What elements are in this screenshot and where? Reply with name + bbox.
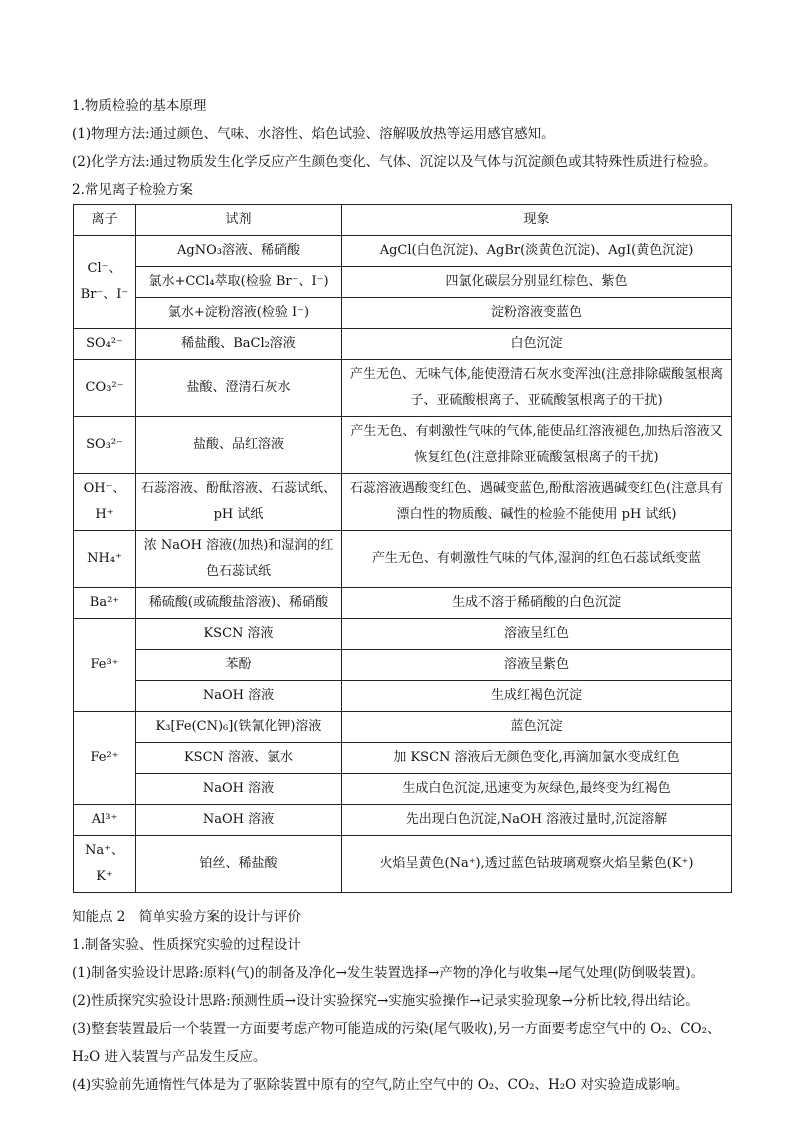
table-row	[74, 417, 732, 474]
reagent-cell: 氯水+淀粉溶液(检验 I⁻)	[136, 298, 342, 329]
reagent-cell: 稀硫酸(或硫酸盐溶液)、稀硝酸	[136, 588, 342, 619]
reagent-cell: 稀盐酸、BaCl₂溶液	[136, 329, 342, 360]
reagent-cell: 氯水+CCl₄萃取(检验 Br⁻、I⁻)	[136, 267, 342, 298]
phenomenon-cell: 四氯化碳层分别显红棕色、紫色	[342, 267, 732, 298]
ion-cell: SO₃²⁻	[74, 417, 136, 474]
phenomenon-cell: 溶液呈紫色	[342, 650, 732, 681]
table-row	[74, 298, 732, 329]
table-row	[74, 360, 732, 417]
reagent-cell: 盐酸、澄清石灰水	[136, 360, 342, 417]
table-row	[74, 236, 732, 267]
ion-cell: Al³⁺	[74, 805, 136, 836]
paragraph-physical-method: (1)物理方法:通过颜色、气味、水溶性、焰色试验、溶解吸放热等运用感官感知。	[72, 126, 555, 142]
phenomenon-cell: 石蕊溶液遇酸变红色、遇碱变蓝色,酚酞溶液遇碱变红色(注意具有漂白性的物质酸、碱性的检验不能使用 pH 试纸)	[342, 474, 732, 531]
phenomenon-cell: 生成白色沉淀,迅速变为灰绿色,最终变为红褐色	[342, 774, 732, 805]
paragraph-tail-device: (3)整套装置最后一个装置一方面要考虑产物可能造成的污染(尾气吸收),另一方面要考虑空气中的 O₂、CO₂、H₂O 进入装置与产品发生反应。	[72, 1021, 721, 1065]
paragraph-chemical-method: (2)化学方法:通过物质发生化学反应产生颜色变化、气体、沉淀以及气体与沉淀颜色或其特殊性质进行检验。	[72, 154, 717, 170]
reagent-cell: NaOH 溶液	[136, 681, 342, 712]
ion-cell: OH⁻、H⁺	[74, 474, 136, 531]
reagent-cell: 苯酚	[136, 650, 342, 681]
phenomenon-cell: 产生无色、无味气体,能使澄清石灰水变浑浊(注意排除碳酸氢根离子、亚硫酸根离子、亚硫酸氢根离子的干扰)	[342, 360, 732, 417]
heading-ion-test-scheme: 2.常见离子检验方案	[72, 182, 193, 198]
table-row	[74, 329, 732, 360]
table-header-row	[74, 205, 732, 236]
phenomenon-cell: 产生无色、有刺激性气味的气体,湿润的红色石蕊试纸变蓝	[342, 531, 732, 588]
table-row	[74, 836, 732, 893]
phenomenon-cell: 白色沉淀	[342, 329, 732, 360]
header-reagent: 试剂	[136, 205, 342, 236]
ion-test-table	[73, 204, 732, 893]
reagent-cell: 石蕊溶液、酚酞溶液、石蕊试纸、pH 试纸	[136, 474, 342, 531]
table-row	[74, 712, 732, 743]
reagent-cell: K₃[Fe(CN)₆](铁氰化钾)溶液	[136, 712, 342, 743]
paragraph-inert-gas: (4)实验前先通惰性气体是为了驱除装置中原有的空气,防止空气中的 O₂、CO₂、H₂O 对实验造成影响。	[72, 1077, 689, 1093]
phenomenon-cell: 淀粉溶液变蓝色	[342, 298, 732, 329]
reagent-cell: KSCN 溶液	[136, 619, 342, 650]
reagent-cell: KSCN 溶液、氯水	[136, 743, 342, 774]
table-row	[74, 474, 732, 531]
table-row	[74, 681, 732, 712]
phenomenon-cell: 火焰呈黄色(Na⁺),透过蓝色钴玻璃观察火焰呈紫色(K⁺)	[342, 836, 732, 893]
ion-cell: Ba²⁺	[74, 588, 136, 619]
phenomenon-cell: 生成不溶于稀硝酸的白色沉淀	[342, 588, 732, 619]
reagent-cell: NaOH 溶液	[136, 774, 342, 805]
phenomenon-cell: 生成红褐色沉淀	[342, 681, 732, 712]
reagent-cell: 盐酸、品红溶液	[136, 417, 342, 474]
document-page	[72, 92, 732, 1099]
reagent-cell: 铂丝、稀盐酸	[136, 836, 342, 893]
phenomenon-cell: 先出现白色沉淀,NaOH 溶液过量时,沉淀溶解	[342, 805, 732, 836]
header-ion: 离子	[74, 205, 136, 236]
reagent-cell: AgNO₃溶液、稀硝酸	[136, 236, 342, 267]
phenomenon-cell: AgCl(白色沉淀)、AgBr(淡黄色沉淀)、AgI(黄色沉淀)	[342, 236, 732, 267]
reagent-cell: NaOH 溶液	[136, 805, 342, 836]
ion-cell: Cl⁻、Br⁻、I⁻	[74, 236, 136, 329]
table-row	[74, 774, 732, 805]
phenomenon-cell: 加 KSCN 溶液后无颜色变化,再滴加氯水变成红色	[342, 743, 732, 774]
section-title: 知能点 2 简单实验方案的设计与评价	[72, 909, 301, 925]
ion-cell: Na⁺、K⁺	[74, 836, 136, 893]
paragraph-preparation: (1)制备实验设计思路:原料(气)的制备及净化→发生装置选择→产物的净化与收集→尾气处理(防倒吸装置)。	[72, 965, 705, 981]
ion-cell: CO₃²⁻	[74, 360, 136, 417]
heading-process-design: 1.制备实验、性质探究实验的过程设计	[72, 937, 301, 953]
table-row	[74, 588, 732, 619]
ion-cell: SO₄²⁻	[74, 329, 136, 360]
ion-cell: Fe²⁺	[74, 712, 136, 805]
ion-cell: NH₄⁺	[74, 531, 136, 588]
table-row	[74, 267, 732, 298]
phenomenon-cell: 溶液呈红色	[342, 619, 732, 650]
reagent-cell: 浓 NaOH 溶液(加热)和湿润的红色石蕊试纸	[136, 531, 342, 588]
heading-basic-principle: 1.物质检验的基本原理	[72, 98, 207, 114]
table-row	[74, 743, 732, 774]
phenomenon-cell: 产生无色、有刺激性气味的气体,能使品红溶液褪色,加热后溶液又恢复红色(注意排除亚硫酸氢根离子的干扰)	[342, 417, 732, 474]
paragraph-property-exploration: (2)性质探究实验设计思路:预测性质→设计实验探究→实施实验操作→记录实验现象→分析比较,得出结论。	[72, 993, 699, 1009]
phenomenon-cell: 蓝色沉淀	[342, 712, 732, 743]
table-row	[74, 805, 732, 836]
table-row	[74, 619, 732, 650]
header-phenomenon: 现象	[342, 205, 732, 236]
table-row	[74, 650, 732, 681]
ion-cell: Fe³⁺	[74, 619, 136, 712]
table-row	[74, 531, 732, 588]
